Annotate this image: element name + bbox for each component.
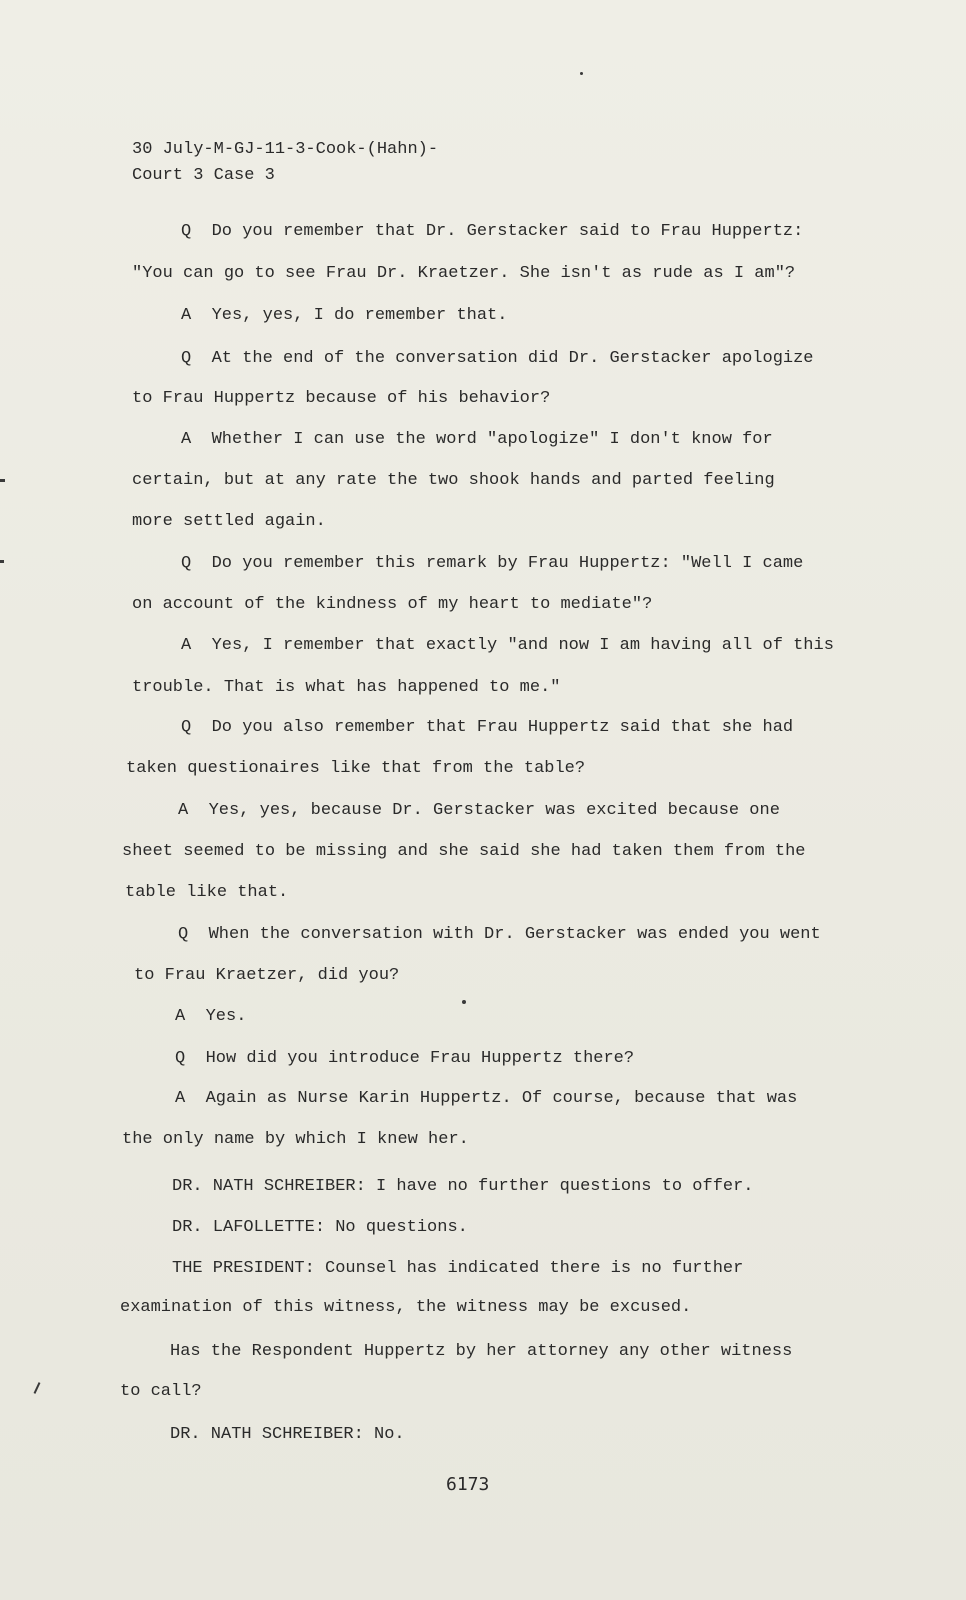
transcript-line: certain, but at any rate the two shook hands and parted feeling xyxy=(132,471,775,490)
edge-mark xyxy=(0,479,5,482)
header-case-reference: 30 July-M-GJ-11-3-Cook-(Hahn)- xyxy=(132,140,439,159)
transcript-line: THE PRESIDENT: Counsel has indicated there is no further xyxy=(172,1259,744,1278)
transcript-line: Q How did you introduce Frau Huppertz there? xyxy=(175,1049,635,1068)
transcript-line: Q Do you also remember that Frau Huppertz said that she had xyxy=(181,718,794,737)
transcript-line: A Yes, yes, I do remember that. xyxy=(181,306,508,325)
transcript-line: trouble. That is what has happened to me." xyxy=(132,678,561,697)
transcript-line: taken questionaires like that from the table? xyxy=(126,759,586,778)
transcript-line: Q When the conversation with Dr. Gerstacker was ended you went xyxy=(178,925,821,944)
transcript-line: table like that. xyxy=(125,883,289,902)
transcript-line: Q At the end of the conversation did Dr. Gerstacker apologize xyxy=(181,349,814,368)
transcript-line: A Whether I can use the word "apologize" I don't know for xyxy=(181,430,773,449)
edge-mark xyxy=(0,560,4,563)
transcript-line: Q Do you remember that Dr. Gerstacker said to Frau Huppertz: xyxy=(181,222,804,241)
page-number: 6173 xyxy=(446,1474,490,1495)
transcript-line: DR. NATH SCHREIBER: I have no further questions to offer. xyxy=(172,1177,754,1196)
pencil-mark xyxy=(34,1382,41,1394)
transcript-line: on account of the kindness of my heart to mediate"? xyxy=(132,595,653,614)
transcript-line: the only name by which I knew her. xyxy=(122,1130,469,1149)
transcript-line: Has the Respondent Huppertz by her attorney any other witness xyxy=(170,1342,793,1361)
transcript-line: to Frau Kraetzer, did you? xyxy=(134,966,400,985)
document-header xyxy=(132,137,438,189)
transcript-line: to Frau Huppertz because of his behavior? xyxy=(132,389,551,408)
transcript-line: DR. NATH SCHREIBER: No. xyxy=(170,1425,405,1444)
transcript-line: Q Do you remember this remark by Frau Huppertz: "Well I came xyxy=(181,554,804,573)
transcript-line: to call? xyxy=(120,1382,202,1401)
transcript-line: sheet seemed to be missing and she said she had taken them from the xyxy=(122,842,806,861)
paper-speck xyxy=(462,1000,466,1004)
transcript-line: examination of this witness, the witness may be excused. xyxy=(120,1298,692,1317)
header-court-case: Court 3 Case 3 xyxy=(132,166,275,185)
transcript-line: more settled again. xyxy=(132,512,326,531)
transcript-line: DR. LAFOLLETTE: No questions. xyxy=(172,1218,468,1237)
transcript-line: A Yes, yes, because Dr. Gerstacker was excited because one xyxy=(178,801,780,820)
transcript-line: A Yes. xyxy=(175,1007,247,1026)
paper-speck xyxy=(580,72,583,75)
transcript-line: A Yes, I remember that exactly "and now I am having all of this xyxy=(181,636,834,655)
transcript-line: A Again as Nurse Karin Huppertz. Of course, because that was xyxy=(175,1089,798,1108)
transcript-line: "You can go to see Frau Dr. Kraetzer. She isn't as rude as I am"? xyxy=(132,264,796,283)
